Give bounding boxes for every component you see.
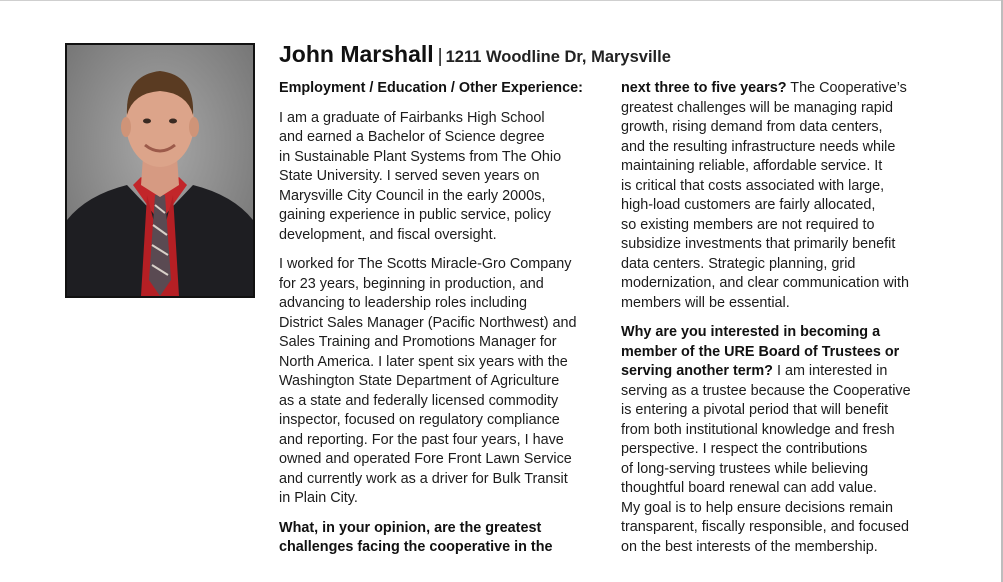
- career-paragraph: I worked for The Scotts Miracle-Gro Company for 23 years, beginning in production, and advancing to leadership roles including District Sales Manager (Pacific Northwest) and Sales Training and Promotions Manager for North America. I later spent six years with the Washington State Department of Agriculture as a state and federally licensed commodity inspector, focused on regulatory compliance and reporting. For the past four years, I have owned and operated Fore Front Lawn Service and currently work as a driver for Bulk Transit in Plain City.: [279, 256, 577, 506]
- portrait-illustration: [67, 45, 253, 296]
- challenges-answer-first-line: The Cooperative’s: [786, 80, 907, 96]
- candidate-photo: [65, 43, 255, 298]
- challenges-answer-body: greatest challenges will be managing rapid growth, rising demand from data centers, and the resulting infrastructure needs while maintaining reliable, affordable service. It is critical that costs associated with large, high-load customers are fairly allocated, so existing members are not required to subsidize investments that primarily benefit data centers. Strategic planning, grid modernization, and clear communication with members will be essential.: [621, 99, 909, 311]
- question-challenges: What, in your opinion, are the greatest challenges facing the cooperative in the: [279, 519, 553, 555]
- candidate-header: [279, 41, 671, 68]
- left-column: [279, 79, 609, 568]
- challenges-answer: [621, 79, 951, 313]
- top-edge-line: [0, 0, 1003, 1]
- candidate-address: 1211 Woodline Dr, Marysville: [445, 48, 671, 66]
- interest-answer-first-line: I am interested in: [772, 363, 888, 379]
- question-challenges-continued: next three to five years?: [621, 80, 787, 96]
- header-separator: |: [437, 46, 443, 67]
- experience-heading: Employment / Education / Other Experience:: [279, 80, 583, 96]
- interest-answer: [621, 323, 951, 557]
- question-interest-last-line: serving another term?: [621, 363, 773, 379]
- candidate-name: John Marshall: [279, 41, 434, 67]
- interest-answer-body: serving as a trustee because the Cooperative is entering a pivotal period that will benefit from both institutional knowledge and fresh perspective. I respect the contributions of long-serving trustees while believing thoughtful board renewal can add value. My goal is to help ensure decisions remain transparent, fiscally responsible, and focused on the best interests of the membership.: [621, 382, 911, 555]
- right-column: [621, 79, 951, 567]
- question-interest: Why are you interested in becoming a member of the URE Board of Trustees or: [621, 324, 900, 360]
- education-paragraph: I am a graduate of Fairbanks High School and earned a Bachelor of Science degree in Sustainable Plant Systems from The Ohio State University. I served seven years on Marysville City Council in the early 2000s, gaining experience in public service, policy development, and fiscal oversight.: [279, 109, 562, 243]
